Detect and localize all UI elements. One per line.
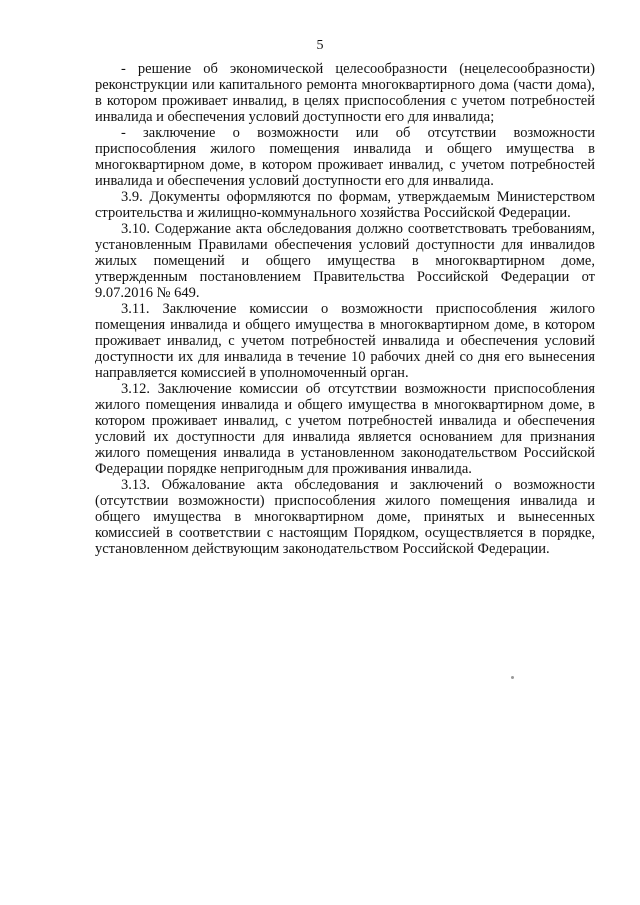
paragraph-conclusion-possibility: - заключение о возможности или об отсутствии возможности приспособления жилого помещения инвалида и общего имущества в многоквартирном доме, в котором проживает инвалид, с учетом потребностей инвалида и обеспечения условий доступности его для инвалида.	[95, 125, 595, 189]
paragraph-3-11: 3.11. Заключение комиссии о возможности приспособления жилого помещения инвалида и общего имущества в многоквартирном доме, в котором проживает инвалид, с учетом потребностей инвалида и обеспечения условий доступности их для инвалида в течение 10 рабочих дней со дня его вынесения направляется комиссией в уполномоченный орган.	[95, 301, 595, 381]
document-body	[95, 61, 595, 557]
paragraph-3-13: 3.13. Обжалование акта обследования и заключений о возможности (отсутствии возможности) приспособления жилого помещения инвалида и общего имущества в многоквартирном доме, принятых и вынесенных комиссией в соответствии с настоящим Порядком, осуществляется в порядке, установленном действующим законодательством Российской Федерации.	[95, 477, 595, 557]
paragraph-3-9: 3.9. Документы оформляются по формам, утверждаемым Министерством строительства и жилищно-коммунального хозяйства Российской Федерации.	[95, 189, 595, 221]
page-number: 5	[316, 38, 324, 53]
scan-speck	[511, 676, 514, 679]
paragraph-3-12: 3.12. Заключение комиссии об отсутствии возможности приспособления жилого помещения инвалида и общего имущества в многоквартирном доме, в котором проживает инвалид, с учетом потребностей инвалида и обеспечения условий их доступности для инвалида является основанием для признания жилого помещения инвалида в установленном законодательством Российской Федерации порядке непригодным для проживания инвалида.	[95, 381, 595, 477]
paragraph-3-10: 3.10. Содержание акта обследования должно соответствовать требованиям, установленным Правилами обеспечения условий доступности для инвалидов жилых помещений и общего имущества в многоквартирном доме, утвержденным постановлением Правительства Российской Федерации от 9.07.2016 № 649.	[95, 221, 595, 301]
paragraph-decision-feasibility: - решение об экономической целесообразности (нецелесообразности) реконструкции или капитального ремонта многоквартирного дома (части дома), в котором проживает инвалид, в целях приспособления с учетом потребностей инвалида и обеспечения условий доступности его для инвалида;	[95, 61, 595, 125]
